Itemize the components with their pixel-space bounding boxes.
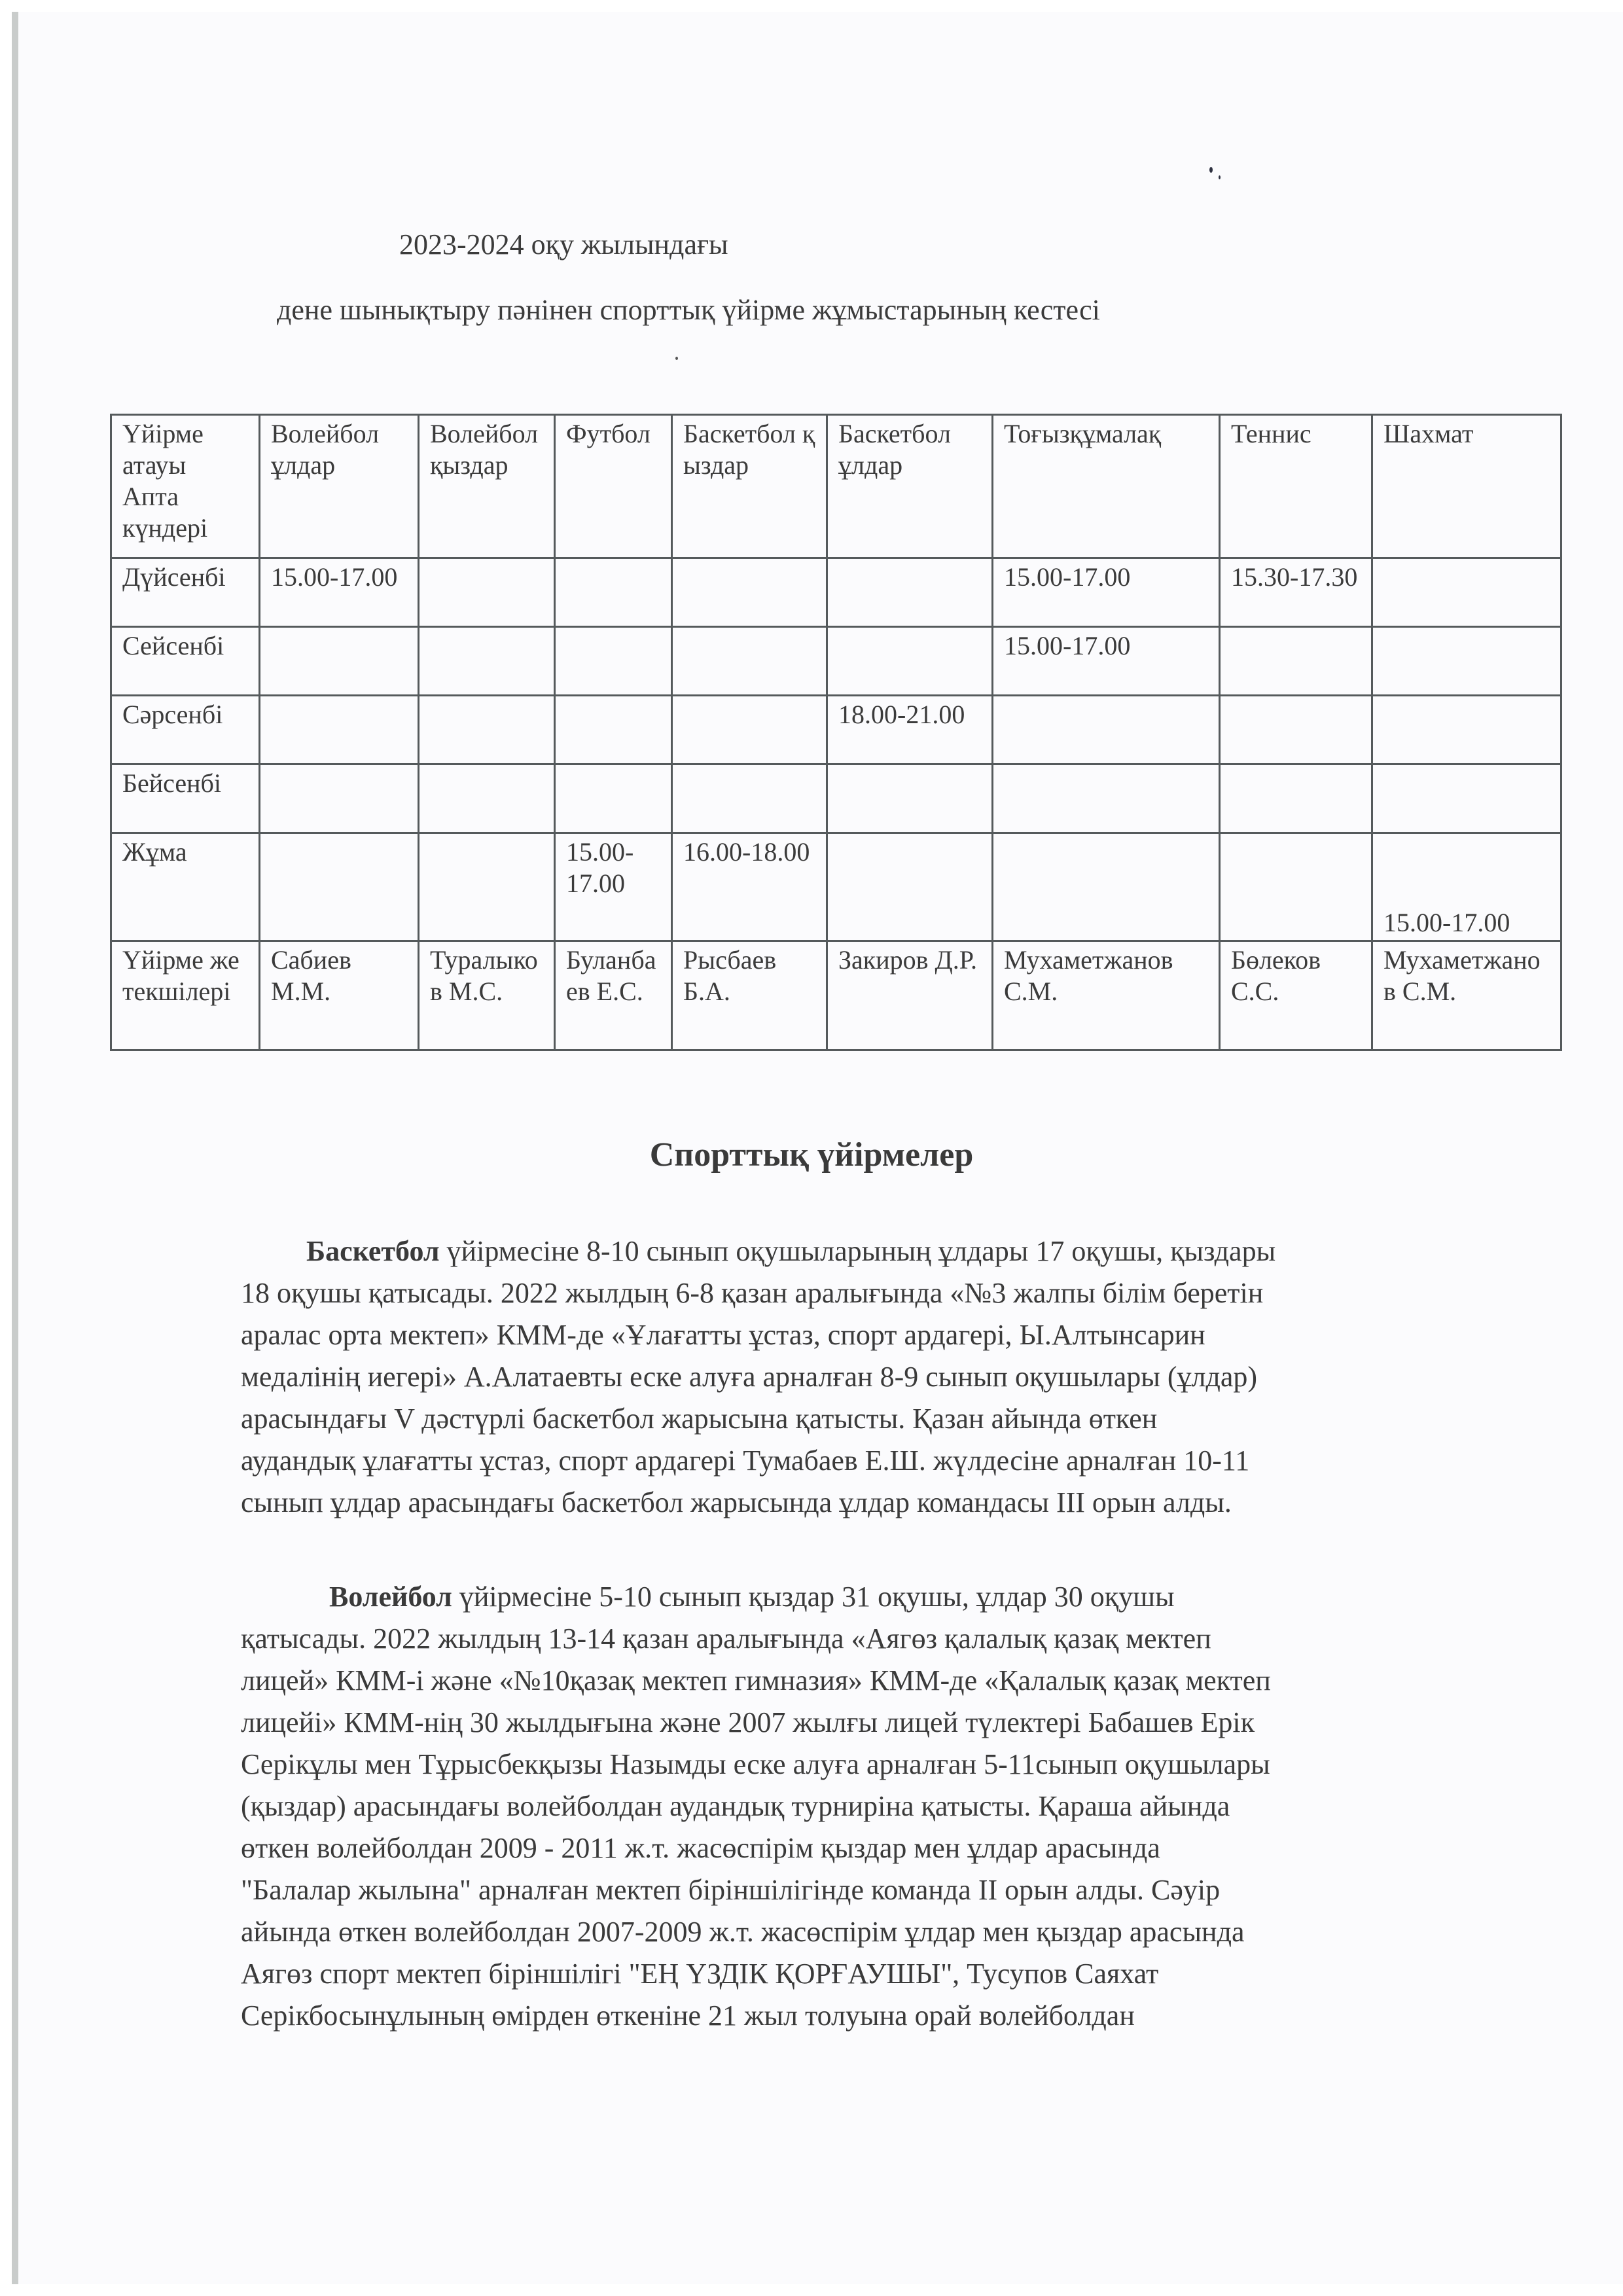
- column-header: Волейбол ұлдар: [260, 415, 419, 558]
- paragraph-line: аудандық ұлағатты ұстаз, спорт ардагері Тумабаев Е.Ш. жүлдесіне арналған 10-11: [241, 1444, 1250, 1477]
- leader-cell: Туралыков М.С.: [419, 941, 555, 1050]
- time-cell: [555, 696, 672, 764]
- paragraph-line: Аягөз спорт мектеп біріншілігі "ЕҢ ҮЗДІК ҚОРҒАУШЫ", Тусупов Саяхат: [241, 1958, 1159, 1990]
- paragraph-line: сынып ұлдар арасындағы баскетбол жарысында ұлдар командасы ІІІ орын алды.: [241, 1486, 1232, 1518]
- scan-speck: [1209, 167, 1213, 173]
- time-cell: [1220, 627, 1372, 696]
- day-cell: Бейсенбі: [111, 764, 260, 833]
- time-cell: [260, 627, 419, 696]
- column-header: Баскетбол ұлдар: [827, 415, 993, 558]
- scan-speck: [1219, 175, 1221, 179]
- time-cell: [1220, 764, 1372, 833]
- time-cell: [1220, 833, 1372, 941]
- time-cell: [1372, 764, 1561, 833]
- time-cell: [1372, 627, 1561, 696]
- leader-cell: Бөлеков С.С.: [1220, 941, 1372, 1050]
- time-cell: [419, 764, 555, 833]
- paragraph-line: өткен волейболдан 2009 - 2011 ж.т. жасөспірім қыздар мен ұлдар арасында: [241, 1832, 1160, 1864]
- line-text: үйірмесіне 5-10 сынып қыздар 31 оқушы, ұлдар 30 оқушы: [452, 1581, 1175, 1613]
- table-row: [111, 696, 1561, 764]
- paragraph-line: медалінің иегері» А.Алатаевты еске алуға арналған 8-9 сынып оқушылары (ұлдар): [241, 1361, 1258, 1393]
- paragraph-line: "Балалар жылына" арналған мектеп біріншілігінде команда ІІ орын алды. Сәуір: [241, 1874, 1221, 1906]
- time-cell: [672, 627, 827, 696]
- time-cell: [555, 627, 672, 696]
- line-text: үйірмесіне 8-10 сынып оқушыларының ұлдары 17 оқушы, қыздары: [439, 1235, 1276, 1267]
- column-header: Шахмат: [1372, 415, 1561, 558]
- paragraph-line: Серікбосынұлының өмірден өткеніне 21 жыл толуына орай волейболдан: [241, 2000, 1135, 2032]
- paragraph-line: арасындағы V дәстүрлі баскетбол жарысына қатысты. Қазан айында өткен: [241, 1403, 1158, 1435]
- document-title-line1: 2023-2024 оқу жылындағы: [399, 228, 728, 260]
- time-cell: [260, 764, 419, 833]
- time-cell: [419, 696, 555, 764]
- leader-cell: Мухаметжанов С.М.: [1372, 941, 1561, 1050]
- corner-header-line: атауы: [122, 450, 187, 480]
- time-cell: [555, 764, 672, 833]
- paragraph-line: лицей» КММ-і және «№10қазақ мектеп гимназия» КММ-де «Қалалық қазақ мектеп: [241, 1664, 1271, 1696]
- time-cell: [419, 833, 555, 941]
- paragraph-line: қатысады. 2022 жылдың 13-14 қазан аралығында «Аягөз қалалық қазақ мектеп: [241, 1623, 1211, 1655]
- time-cell: [260, 833, 419, 941]
- column-header: Баскетбол қыздар: [672, 415, 827, 558]
- time-cell: [555, 558, 672, 627]
- paragraph-line: Серікұлы мен Тұрысбекқызы Назымды еске алуға арналған 5-11сынып оқушылары: [241, 1748, 1270, 1780]
- time-cell: [419, 627, 555, 696]
- leader-cell: Сабиев М.М.: [260, 941, 419, 1050]
- time-cell: 15.00-17.00: [993, 627, 1220, 696]
- scan-speck: [675, 357, 678, 360]
- time-cell: [827, 627, 993, 696]
- column-header: Футбол: [555, 415, 672, 558]
- time-cell: [672, 558, 827, 627]
- time-cell: 15.30-17.30: [1220, 558, 1372, 627]
- paragraph-line: [241, 1230, 1419, 1272]
- paragraph-line: 18 оқушы қатысады. 2022 жылдың 6-8 қазан аралығында «№3 жалпы білім беретін: [241, 1277, 1264, 1309]
- corner-header-cell: [111, 415, 260, 558]
- time-cell: [672, 696, 827, 764]
- time-cell: 18.00-21.00: [827, 696, 993, 764]
- time-cell: 15.00-17.00: [260, 558, 419, 627]
- corner-header-line: Апта: [122, 482, 179, 511]
- time-cell: [827, 833, 993, 941]
- lead-word: Баскетбол: [306, 1235, 440, 1267]
- volleyball-paragraph: [241, 1576, 1419, 2037]
- schedule-table: [110, 414, 1562, 1051]
- leader-cell: Буланбаев Е.С.: [555, 941, 672, 1050]
- time-cell: [993, 833, 1220, 941]
- time-cell: [993, 696, 1220, 764]
- table-row: [111, 764, 1561, 833]
- leaders-row: [111, 941, 1561, 1050]
- column-header: Волейбол қыздар: [419, 415, 555, 558]
- leaders-label: Үйірме жетекшілері: [111, 941, 260, 1050]
- leader-cell: Рысбаев Б.А.: [672, 941, 827, 1050]
- time-cell: [1372, 696, 1561, 764]
- time-cell: [827, 764, 993, 833]
- time-cell: 15.00-17.00: [1372, 833, 1561, 941]
- time-cell: [260, 696, 419, 764]
- time-cell: [1372, 558, 1561, 627]
- corner-header-line: Үйірме: [122, 419, 204, 448]
- paragraph-line: аралас орта мектеп» КММ-де «Ұлағатты ұстаз, спорт ардагері, Ы.Алтынсарин: [241, 1319, 1205, 1351]
- table-row: [111, 627, 1561, 696]
- column-header: Теннис: [1220, 415, 1372, 558]
- day-cell: Сейсенбі: [111, 627, 260, 696]
- time-cell: [419, 558, 555, 627]
- basketball-paragraph: [241, 1230, 1419, 1524]
- leader-cell: Закиров Д.Р.: [827, 941, 993, 1050]
- section-title: Спорттық үйірмелер: [649, 1136, 974, 1174]
- lead-word: Волейбол: [329, 1581, 452, 1613]
- day-cell: Сәрсенбі: [111, 696, 260, 764]
- time-cell: [827, 558, 993, 627]
- time-cell: [672, 764, 827, 833]
- day-cell: Дүйсенбі: [111, 558, 260, 627]
- time-cell: 15.00-17.00: [993, 558, 1220, 627]
- day-cell: Жұма: [111, 833, 260, 941]
- table-row: [111, 558, 1561, 627]
- document-title-line2: дене шынықтыру пәнінен спорттық үйірме жұмыстарының кестесі: [277, 294, 1100, 326]
- table-row: [111, 833, 1561, 941]
- time-cell: [1220, 696, 1372, 764]
- header-row: [111, 415, 1561, 558]
- leader-cell: Мухаметжанов С.М.: [993, 941, 1220, 1050]
- time-cell: 15.00-17.00: [555, 833, 672, 941]
- paragraph-line: (қыздар) арасындағы волейболдан аудандық турниріна қатысты. Қараша айында: [241, 1790, 1230, 1822]
- time-cell: 16.00-18.00: [672, 833, 827, 941]
- corner-header-line: күндері: [122, 513, 208, 543]
- paragraph-line: айында өткен волейболдан 2007-2009 ж.т. жасөспірім ұлдар мен қыздар арасында: [241, 1916, 1245, 1948]
- column-header: Тоғызқұмалақ: [993, 415, 1220, 558]
- paragraph-line: лицейі» КММ-нің 30 жылдығына және 2007 жылғы лицей түлектері Бабашев Ерік: [241, 1706, 1255, 1738]
- time-cell: [993, 764, 1220, 833]
- paragraph-line: [241, 1576, 1419, 1618]
